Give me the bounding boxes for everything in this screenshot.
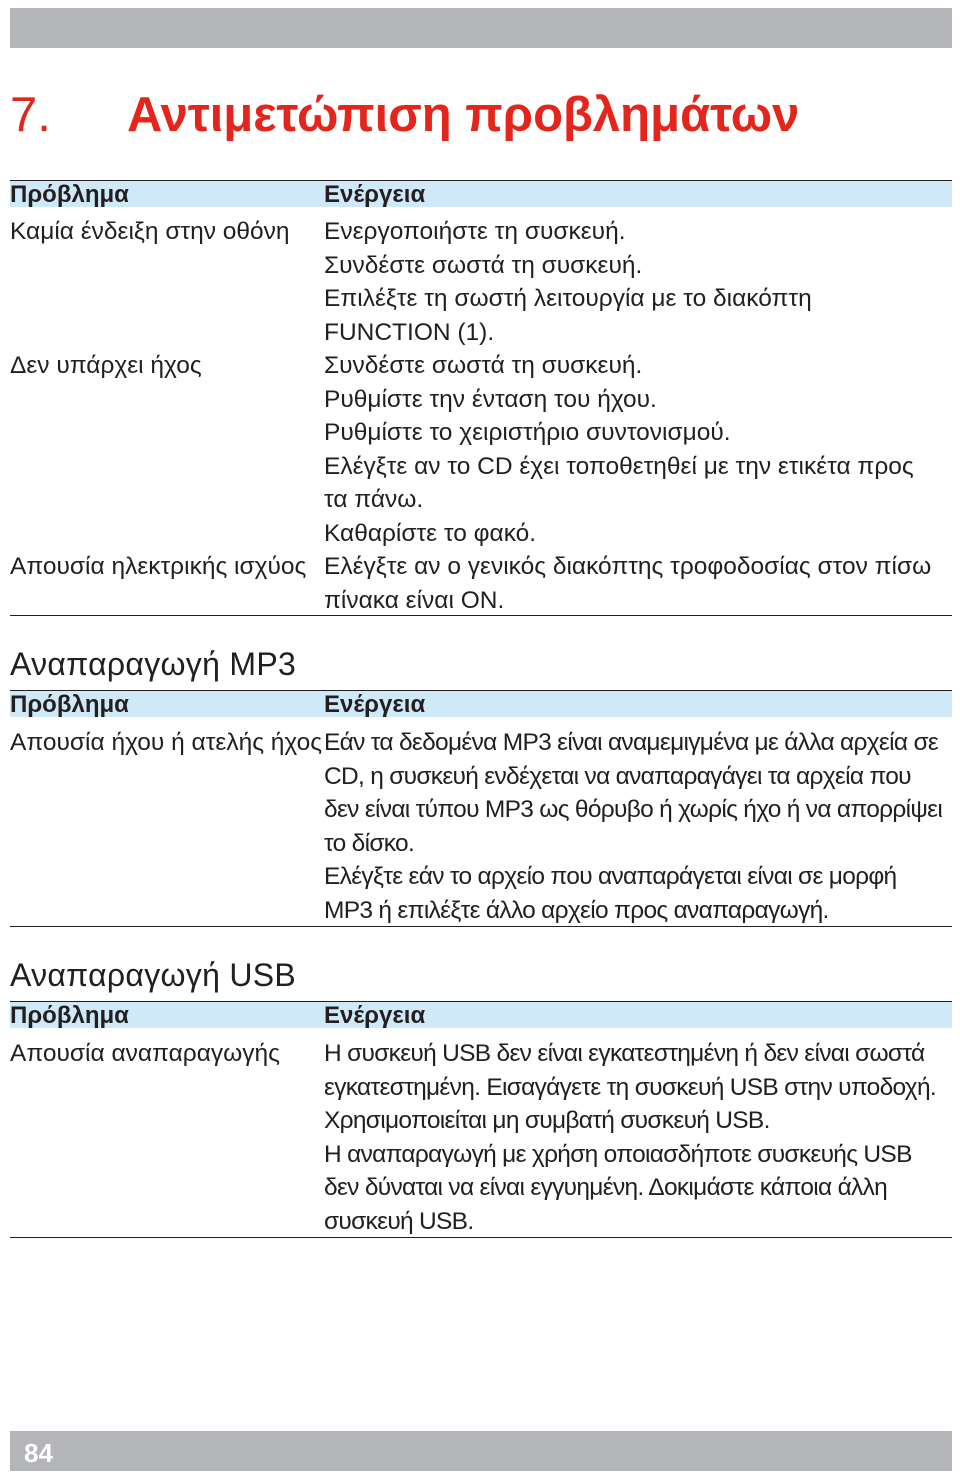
action-line: εγκατεστημένη. Εισαγάγετε τη συσκευή USB στην υποδοχή. — [324, 1073, 937, 1101]
column-header-problem: Πρόβλημα — [10, 691, 129, 718]
action-line: Η συσκευή USB δεν είναι εγκατεστημένη ή δεν είναι σωστά — [324, 1040, 925, 1067]
action-cell — [324, 1037, 954, 1238]
action-line: MP3 ή επιλέξτε άλλο αρχείο προς αναπαραγωγή. — [324, 896, 829, 924]
action-cell — [324, 215, 954, 349]
action-line: CD, η συσκευή ενδέχεται να αναπαραγάγει τα αρχεία που — [324, 762, 911, 790]
action-line: Καθαρίστε το φακό. — [324, 519, 537, 547]
action-line: Χρησιμοποιείται μη συμβατή συσκευή USB. — [324, 1107, 770, 1134]
problem-cell: Απουσία αναπαραγωγής — [10, 1040, 280, 1067]
page-number: 84 — [24, 1438, 53, 1468]
chapter-title — [10, 84, 799, 146]
action-line: δεν είναι τύπου MP3 ως θόρυβο ή χωρίς ήχο ή να απορρίψει — [324, 796, 943, 823]
table-bottom-rule — [10, 926, 952, 927]
chapter-number: 7. — [10, 88, 51, 142]
footer-bar — [10, 1431, 952, 1471]
column-header-action: Ενέργεια — [324, 181, 426, 208]
column-header-action: Ενέργεια — [324, 691, 426, 718]
action-line: Εάν τα δεδομένα MP3 είναι αναμεμιγμένα με άλλα αρχεία σε — [324, 729, 939, 756]
table-bottom-rule — [10, 615, 952, 616]
action-line: Ρυθμίστε το χειριστήριο συντονισμού. — [324, 419, 731, 446]
problem-cell: Καμία ένδειξη στην οθόνη — [10, 218, 290, 245]
column-header-problem: Πρόβλημα — [10, 1002, 129, 1029]
problem-cell: Δεν υπάρχει ήχος — [10, 352, 202, 379]
action-line: Συνδέστε σωστά τη συσκευή. — [324, 251, 643, 279]
action-line: Ενεργοποιήστε τη συσκευή. — [324, 218, 626, 245]
action-line: το δίσκο. — [324, 829, 415, 857]
problem-cell: Απουσία ηλεκτρικής ισχύος — [10, 553, 307, 580]
action-line: Η αναπαραγωγή με χρήση οποιασδήποτε συσκευής USB — [324, 1140, 912, 1168]
action-line: Ελέγξτε εάν το αρχείο που αναπαράγεται είναι σε μορφή — [324, 863, 897, 890]
chapter-title-text: Αντιμετώπιση προβλημάτων — [127, 88, 800, 142]
action-line: Επιλέξτε τη σωστή λειτουργία με το διακόπτη — [324, 285, 812, 312]
table-header-mp3 — [10, 690, 952, 717]
header-bar — [10, 8, 952, 48]
action-line: πίνακα είναι ON. — [324, 586, 505, 614]
action-cell — [324, 726, 954, 927]
table-header-usb — [10, 1001, 952, 1028]
action-line: συσκευή USB. — [324, 1207, 474, 1235]
action-line: τα πάνω. — [324, 486, 424, 513]
action-line: Συνδέστε σωστά τη συσκευή. — [324, 352, 643, 379]
action-line: Ελέγξτε αν το CD έχει τοποθετηθεί με την ετικέτα προς — [324, 452, 914, 480]
table-header-general — [10, 180, 952, 207]
problem-cell: Απουσία ήχου ή ατελής ήχος — [10, 729, 323, 756]
action-line: Ρυθμίστε την ένταση του ήχου. — [324, 385, 657, 413]
action-cell — [324, 349, 954, 550]
section-title-mp3: Αναπαραγωγή MP3 — [10, 646, 297, 682]
action-cell — [324, 550, 954, 617]
action-line: Ελέγξτε αν ο γενικός διακόπτης τροφοδοσίας στον πίσω — [324, 553, 932, 580]
section-title-usb: Αναπαραγωγή USB — [10, 957, 297, 993]
table-bottom-rule — [10, 1237, 952, 1238]
column-header-problem: Πρόβλημα — [10, 181, 129, 208]
action-line: FUNCTION (1). — [324, 318, 495, 346]
column-header-action: Ενέργεια — [324, 1002, 426, 1029]
action-line: δεν δύναται να είναι εγγυημένη. Δοκιμάστε κάποια άλλη — [324, 1174, 888, 1201]
